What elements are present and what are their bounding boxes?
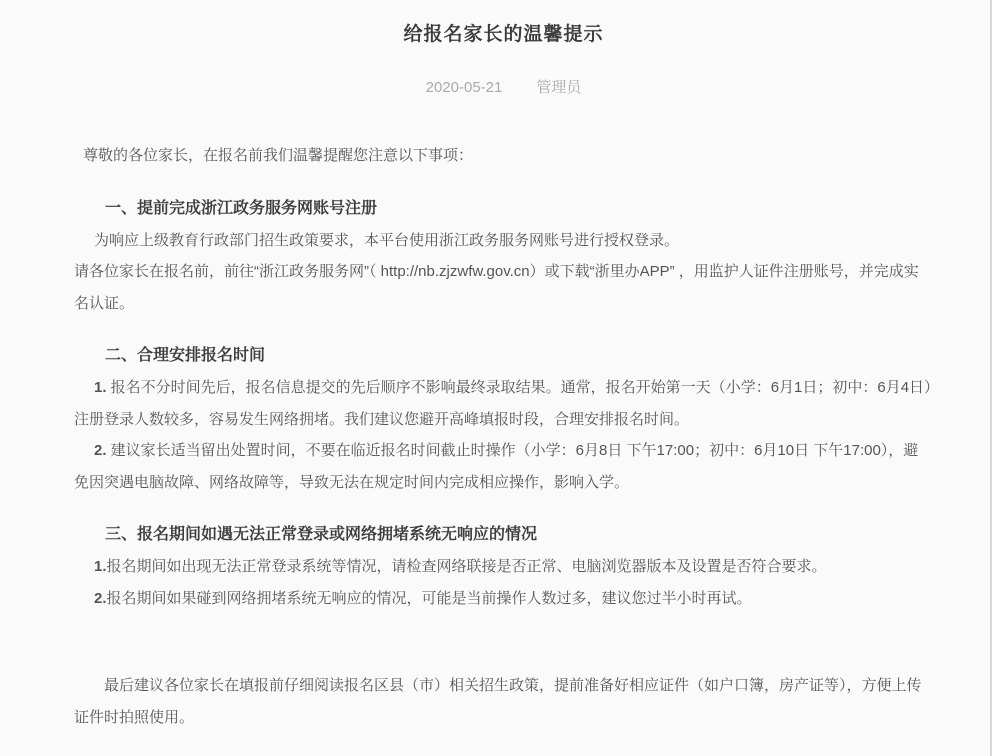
paragraph [74, 256, 933, 319]
paragraph-text: 为响应上级教育行政部门招生政策要求，本平台使用浙江政务服务网账号进行授权登录。 [94, 231, 680, 249]
intro-paragraph: 尊敬的各位家长，在报名前我们温馨提醒您注意以下事项： [83, 147, 474, 164]
article-author: 管理员 [536, 79, 582, 96]
section-3-heading: 三、报名期间如遇无法正常登录或网络拥堵系统无响应的情况 [105, 526, 538, 543]
paragraph [74, 372, 933, 435]
paragraph-text: 报名期间如出现无法正常登录系统等情况，请检查网络联接是否正常、电脑浏览器版本及设置是否符合要求。 [106, 558, 827, 575]
paragraph-text: 请各位家长在报名前，前往“浙江政务服务网”（ http://nb.zjzwfw.gov.cn）或下载“浙里办APP” ，用监护人证件注册账号，并完成实名认证。 [74, 263, 919, 312]
paragraph-text: 报名不分时间先后，报名信息提交的先后顺序不影响最终录取结果。通常，报名开始第一天（小学：6月1日；初中：6月4日）注册登录人数较多，容易发生网络拥堵。我们建议您避开高峰填报时段，合理安排报名时间。 [74, 379, 932, 428]
article-date: 2020-05-21 [425, 79, 503, 96]
section-2 [74, 339, 933, 498]
article-body [74, 140, 933, 733]
paragraph-text: 报名期间如果碰到网络拥堵系统无响应的情况，可能是当前操作人数过多，建议您过半小时再试。 [106, 589, 752, 607]
section-1-heading: 一、提前完成浙江政务服务网账号注册 [105, 199, 378, 217]
list-number: 2. [94, 442, 107, 459]
paragraph [74, 583, 933, 615]
article-header [74, 20, 933, 98]
paragraph-text: 建议家长适当留出处置时间，不要在临近报名时间截止时操作（小学：6月8日 下午17:00；初中：6月10日 下午17:00），避免因突遇电脑故障、网络故障等，导致无法在规定时间内完成相应操作，影响入学。 [74, 442, 919, 491]
section-2-heading: 二、合理安排报名时间 [105, 347, 266, 364]
list-number: 1. [94, 379, 107, 396]
list-number: 1. [94, 558, 107, 575]
paragraph [74, 225, 933, 257]
paragraph [74, 435, 933, 498]
section-1 [74, 192, 933, 320]
closing-paragraph: 最后建议各位家长在填报前仔细阅读报名区县（市）相关招生政策，提前准备好相应证件（如户口簿，房产证等），方便上传证件时拍照使用。 [74, 677, 922, 726]
list-number: 2. [94, 589, 107, 607]
page-title: 给报名家长的温馨提示 [403, 24, 604, 45]
paragraph [74, 551, 933, 583]
section-3 [74, 518, 933, 614]
article-meta [74, 78, 933, 98]
